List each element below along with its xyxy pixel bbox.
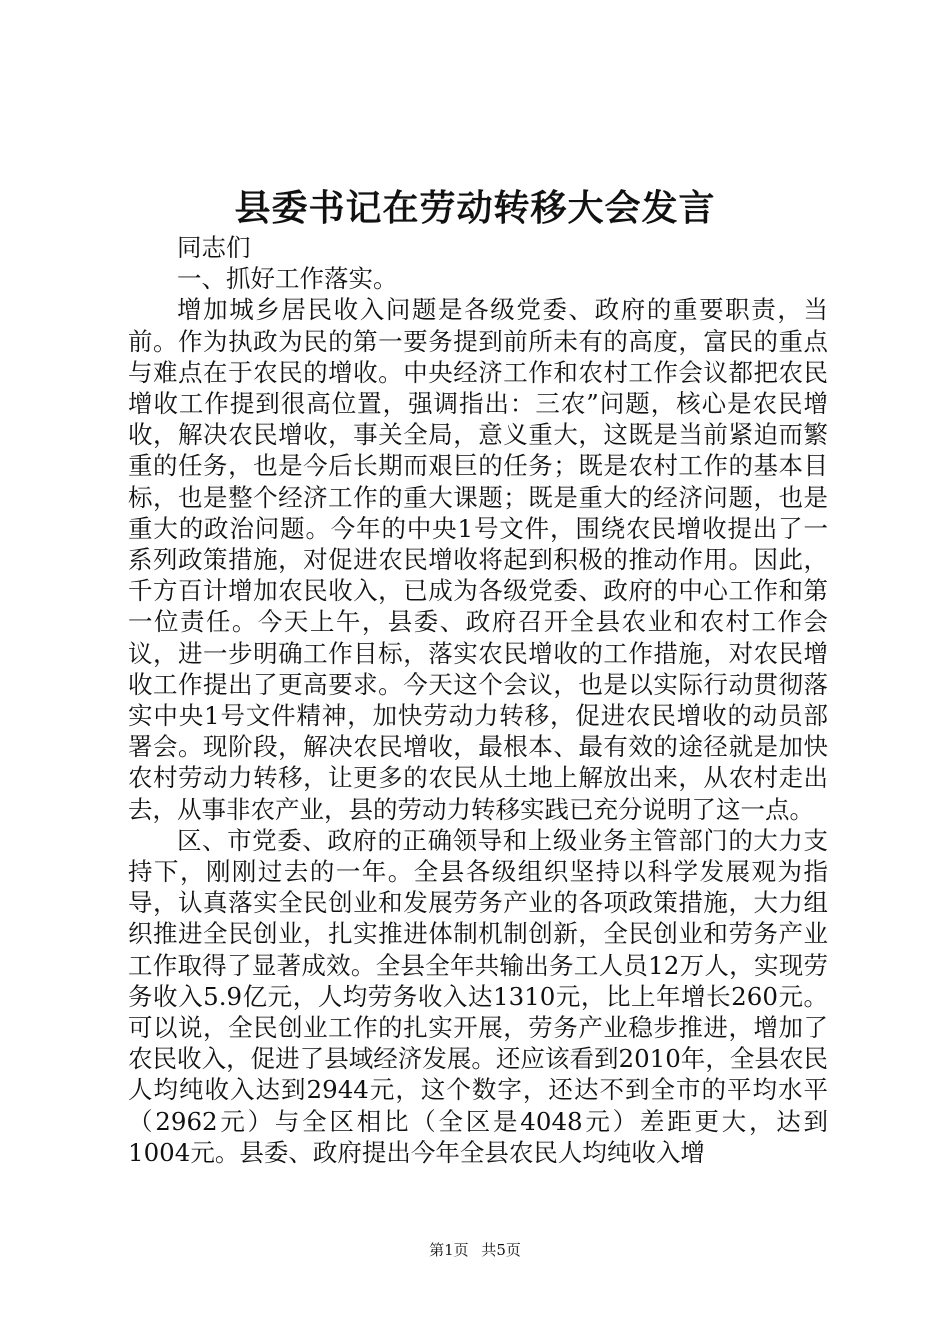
page-footer <box>0 1240 950 1260</box>
page-total: 共5页 <box>481 1241 521 1259</box>
document-title: 县委书记在劳动转移大会发言 <box>234 187 716 229</box>
body-paragraph: 增加城乡居民收入问题是各级党委、政府的重要职责，当前。作为执政为民的第一要务提到前所未有的高度，富民的重点与难点在于农民的增收。中央经济工作和农村工作会议都把农民增收工作提到很高位置，强调指出：三农”问题，核心是农民增收，解决农民增收，事关全局，意义重大，这既是当前紧迫而繁重的任务，也是今后长期而艰巨的任务；既是农村工作的基本目标，也是整个经济工作的重大课题；既是重大的经济问题，也是重大的政治问题。今年的中央1号文件，围绕农民增收提出了一系列政策措施，对促进农民增收将起到积极的推动作用。因此，千方百计增加农民收入，已成为各级党委、政府的中心工作和第一位责任。今天上午，县委、政府召开全县农业和农村工作会议，进一步明确工作目标，落实农民增收的工作措施，对农民增收工作提出了更高要求。今天这个会议，也是以实际行动贯彻落实中央1号文件精神，加快劳动力转移，促进农民增收的动员部署会。现阶段，解决农民增收，最根本、最有效的途径就是加快农村劳动力转移，让更多的农民从土地上解放出来，从农村走出去，从事非农产业，县的劳动力转移实践已充分说明了这一点。 <box>128 295 828 824</box>
page-number: 第1页 <box>429 1241 469 1259</box>
body-paragraph: 区、市党委、政府的正确领导和上级业务主管部门的大力支持下，刚刚过去的一年。全县各级组织坚持以科学发展观为指导，认真落实全民创业和发展劳务产业的各项政策措施，大力组织推进全民创业，扎实推进体制机制创新，全民创业和劳务产业工作取得了显著成效。全县全年共输出务工人员12万人，实现劳务收入5.9亿元，人均劳务收入达1310元，比上年增长260元。可以说，全民创业工作的扎实开展，劳务产业稳步推进，增加了农民收入，促进了县域经济发展。还应该看到2010年，全县农民人均纯收入达到2944元，这个数字，还达不到全市的平均水平（2962元）与全区相比（全区是4048元）差距更大，达到1004元。县委、政府提出今年全县农民人均纯收入增 <box>128 825 828 1167</box>
greeting-paragraph: 同志们 <box>177 233 251 262</box>
document-body <box>128 232 828 1168</box>
section-heading: 一、抓好工作落实。 <box>177 264 398 294</box>
